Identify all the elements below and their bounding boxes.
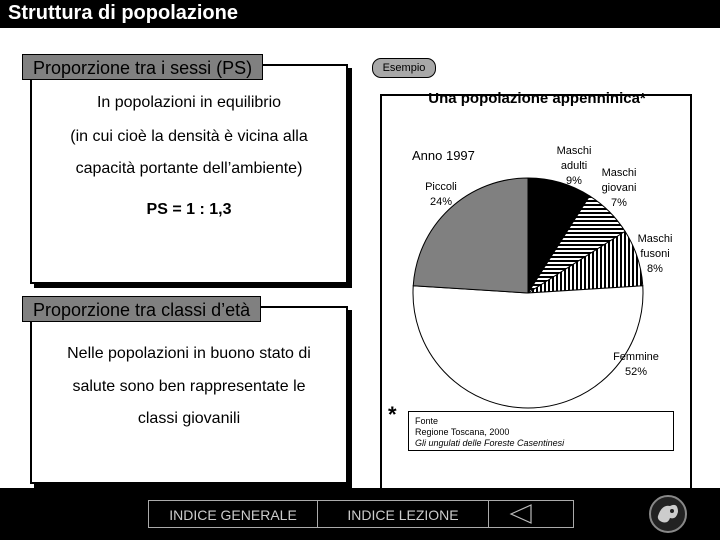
logo-icon[interactable]: [648, 494, 688, 534]
age-class-label: Proporzione tra classi d’età: [22, 296, 261, 322]
index-lesson-button[interactable]: INDICE LEZIONE: [317, 500, 489, 528]
age-class-line-1: Nelle popolazioni in buono stato di: [67, 345, 311, 362]
sex-ratio-line-1: In popolazioni in equilibrio: [96, 94, 282, 111]
example-year: Anno 1997: [412, 148, 475, 163]
example-badge: Esempio: [372, 58, 436, 78]
asterisk-mark: *: [388, 402, 397, 427]
sex-ratio-line-2: (in cui cioè la densità è vicina alla: [70, 128, 308, 145]
source-heading: Fonte: [415, 416, 439, 426]
back-button[interactable]: [488, 500, 574, 528]
age-class-line-3: classi giovanili: [137, 410, 241, 427]
sex-ratio-line-3: capacità portante dell’ambiente): [75, 160, 303, 177]
sex-ratio-label: Proporzione tra i sessi (PS): [22, 54, 263, 80]
age-class-line-2: salute sono ben rappresentate le: [72, 378, 306, 395]
pie-chart: [380, 128, 692, 428]
slide-content: [0, 28, 720, 488]
source-box: [408, 411, 674, 451]
pie-slice-femmine: [413, 286, 643, 408]
index-general-button[interactable]: INDICE GENERALE: [148, 500, 318, 528]
pie-label-maschi-giovani: Maschi giovani 7%: [601, 167, 637, 209]
page-title: Struttura di popolazione: [0, 0, 720, 28]
pie-label-femmine: Femmine 52%: [613, 351, 659, 378]
example-title: Una popolazione appenninica*: [428, 90, 646, 107]
pie-label-maschi-adulti: Maschi adulti 9%: [556, 145, 592, 187]
pie-label-piccoli: Piccoli 24%: [425, 181, 457, 208]
back-arrow-icon: [489, 501, 575, 527]
footer-bar: [0, 488, 720, 540]
source-org: Regione Toscana, 2000: [415, 427, 510, 437]
sex-ratio-value: PS = 1 : 1,3: [146, 201, 232, 218]
pie-label-maschi-fusoni: Maschi fusoni 8%: [637, 233, 673, 275]
source-title: Gli ungulati delle Foreste Casentinesi: [415, 438, 565, 448]
